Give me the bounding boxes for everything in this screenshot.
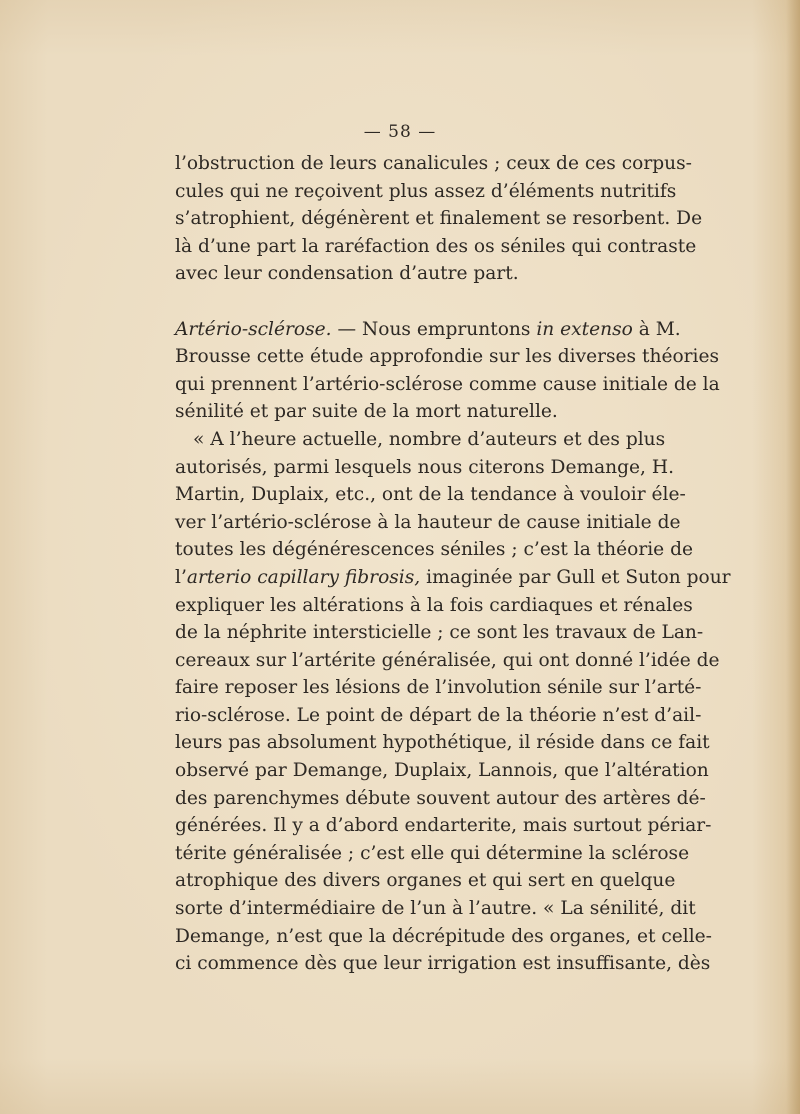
- body-text: [175, 150, 731, 978]
- text-line: avec leur condensation d’autre part.: [175, 263, 519, 285]
- section-heading-line: [175, 316, 681, 344]
- text-line: sorte d’intermédiaire de l’un à l’autre. « La sénilité, dit: [175, 898, 696, 920]
- text-line: cereaux sur l’artérite généralisée, qui ont donné l’idée de: [175, 649, 720, 671]
- text-line: expliquer les altérations à la fois cardiaques et rénales: [175, 594, 693, 616]
- paragraph-gap: [175, 288, 645, 316]
- section-heading: Artério-sclérose.: [175, 318, 332, 340]
- text-run: — Nous empruntons: [331, 318, 537, 340]
- text-line: Brousse cette étude approfondie sur les diverses théories: [175, 346, 720, 368]
- text-line: des parenchymes débute souvent autour des artères dé-: [175, 787, 706, 809]
- text-run: l’: [175, 566, 187, 588]
- text-line: rio-sclérose. Le point de départ de la théorie n’est d’ail-: [175, 704, 702, 726]
- text-line: faire reposer les lésions de l’involution sénile sur l’arté-: [175, 677, 702, 699]
- text-line: s’atrophient, dégénèrent et finalement se resorbent. De: [175, 208, 703, 230]
- text-line: Demange, n’est que la décrépitude des organes, et celle-: [175, 925, 712, 947]
- text-line: Martin, Duplaix, etc., ont de la tendance à vouloir éle-: [175, 484, 686, 506]
- text-line: térite généralisée ; c’est elle qui détermine la sclérose: [175, 842, 690, 864]
- text-line: ver l’artério-sclérose à la hauteur de cause initiale de: [175, 511, 681, 533]
- text-line: générées. Il y a d’abord endarterite, mais surtout périar-: [175, 815, 712, 837]
- text-run: à M.: [632, 318, 681, 340]
- text-line: de la néphrite intersticielle ; ce sont les travaux de Lan-: [175, 622, 704, 644]
- italic-run: arterio capillary fibrosis,: [186, 566, 421, 588]
- page-edge-shadow: [786, 0, 800, 1114]
- text-line: l’obstruction de leurs canalicules ; ceux de ces corpus-: [175, 153, 692, 174]
- text-run: imaginée par Gull et Suton pour: [420, 566, 731, 588]
- text-line: sénilité et par suite de la mort naturelle.: [175, 401, 558, 423]
- text-line: ci commence dès que leur irrigation est insuffisante, dès: [175, 953, 711, 975]
- text-line: atrophique des divers organes et qui sert en quelque: [175, 870, 676, 892]
- text-line: autorisés, parmi lesquels nous citerons Demange, H.: [175, 456, 675, 478]
- text-line: [175, 564, 731, 592]
- italic-run: in extenso: [536, 318, 633, 340]
- text-line: observé par Demange, Duplaix, Lannois, que l’altération: [175, 760, 709, 782]
- text-line: « A l’heure actuelle, nombre d’auteurs et des plus: [193, 428, 666, 450]
- text-line: cules qui ne reçoivent plus assez d’éléments nutritifs: [175, 180, 677, 202]
- text-line: toutes les dégénérescences séniles ; c’est la théorie de: [175, 539, 694, 561]
- text-line: leurs pas absolument hypothétique, il réside dans ce fait: [175, 732, 710, 754]
- text-line: là d’une part la raréfaction des os séniles qui contraste: [175, 235, 697, 257]
- page-number: — 58 —: [363, 122, 437, 142]
- text-line: qui prennent l’artério-sclérose comme cause initiale de la: [175, 373, 720, 395]
